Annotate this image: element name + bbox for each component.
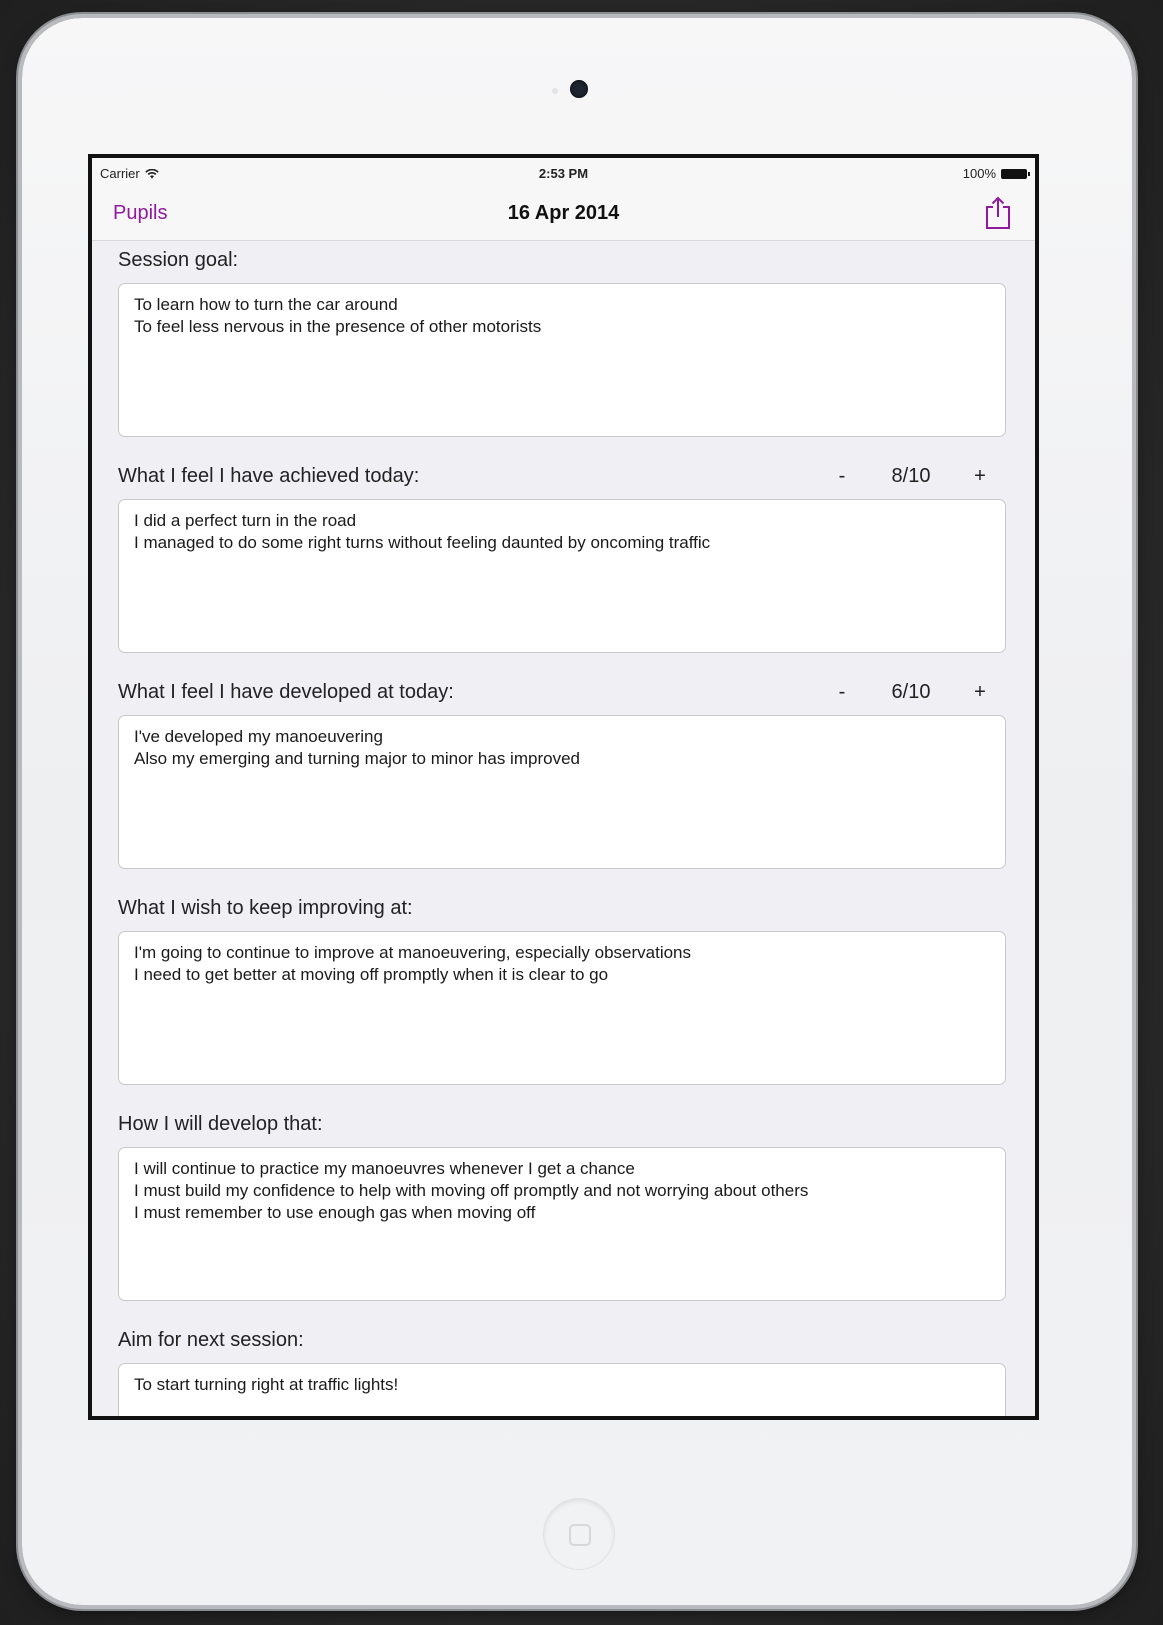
text-line: I've developed my manoeuvering [134, 727, 383, 746]
text-line: I will continue to practice my manoeuvres whenever I get a chance [134, 1159, 635, 1178]
achieved-today-textarea[interactable] [118, 499, 1006, 653]
increase-rating-button[interactable]: + [974, 681, 986, 703]
section-next-aim [118, 1329, 1008, 1420]
status-bar [92, 158, 1035, 188]
text-line: I must remember to use enough gas when moving off [134, 1203, 536, 1222]
back-button-pupils[interactable]: Pupils [113, 202, 168, 224]
text-line: I managed to do some right turns without feeling daunted by oncoming traffic [134, 533, 711, 552]
rating-value: 6/10 [891, 681, 931, 703]
text-line: To learn how to turn the car around [134, 295, 398, 314]
developed-today-textarea[interactable] [118, 715, 1006, 869]
navigation-bar [92, 188, 1035, 241]
text-line: Also my emerging and turning major to minor has improved [134, 749, 580, 768]
section-label: What I wish to keep improving at: [118, 897, 413, 919]
increase-rating-button[interactable]: + [974, 465, 986, 487]
section-session-goal [118, 249, 1008, 449]
how-develop-textarea[interactable] [118, 1147, 1006, 1301]
text-line: I did a perfect turn in the road [134, 511, 357, 530]
achieved-rating [828, 465, 994, 488]
carrier-label: Carrier [100, 166, 140, 181]
session-goal-textarea[interactable] [118, 283, 1006, 437]
share-icon[interactable] [983, 196, 1013, 230]
camera-lens [570, 80, 588, 98]
battery-icon [1001, 169, 1027, 179]
ipad-frame [22, 18, 1132, 1605]
section-label: What I feel I have developed at today: [118, 681, 454, 703]
status-battery-group [963, 166, 1027, 181]
section-achieved-today [118, 465, 1008, 665]
section-developed-today [118, 681, 1008, 881]
rating-value: 8/10 [891, 465, 931, 487]
decrease-rating-button[interactable]: - [838, 465, 846, 487]
battery-percent: 100% [962, 166, 996, 181]
section-label: Session goal: [118, 249, 239, 271]
text-line: To feel less nervous in the presence of other motorists [134, 317, 542, 336]
text-line: To start turning right at traffic lights! [134, 1375, 399, 1394]
section-keep-improving [118, 897, 1008, 1097]
next-aim-textarea[interactable] [118, 1363, 1006, 1420]
app-screen [88, 154, 1039, 1420]
page-title: 16 Apr 2014 [507, 202, 620, 224]
section-label: What I feel I have achieved today: [118, 465, 420, 487]
developed-rating [828, 681, 994, 704]
text-line: I must build my confidence to help with moving off promptly and not worrying about others [134, 1181, 809, 1200]
home-square-icon [569, 1524, 591, 1546]
status-time: 2:53 PM [538, 166, 589, 181]
text-line: I'm going to continue to improve at manoeuvering, especially observations [134, 943, 691, 962]
sensor-dot [552, 88, 558, 94]
keep-improving-textarea[interactable] [118, 931, 1006, 1085]
section-how-develop [118, 1113, 1008, 1313]
section-label: How I will develop that: [118, 1113, 323, 1135]
text-line: I need to get better at moving off promptly when it is clear to go [134, 965, 609, 984]
home-button[interactable] [544, 1499, 614, 1569]
decrease-rating-button[interactable]: - [838, 681, 846, 703]
section-label: Aim for next session: [118, 1329, 304, 1351]
